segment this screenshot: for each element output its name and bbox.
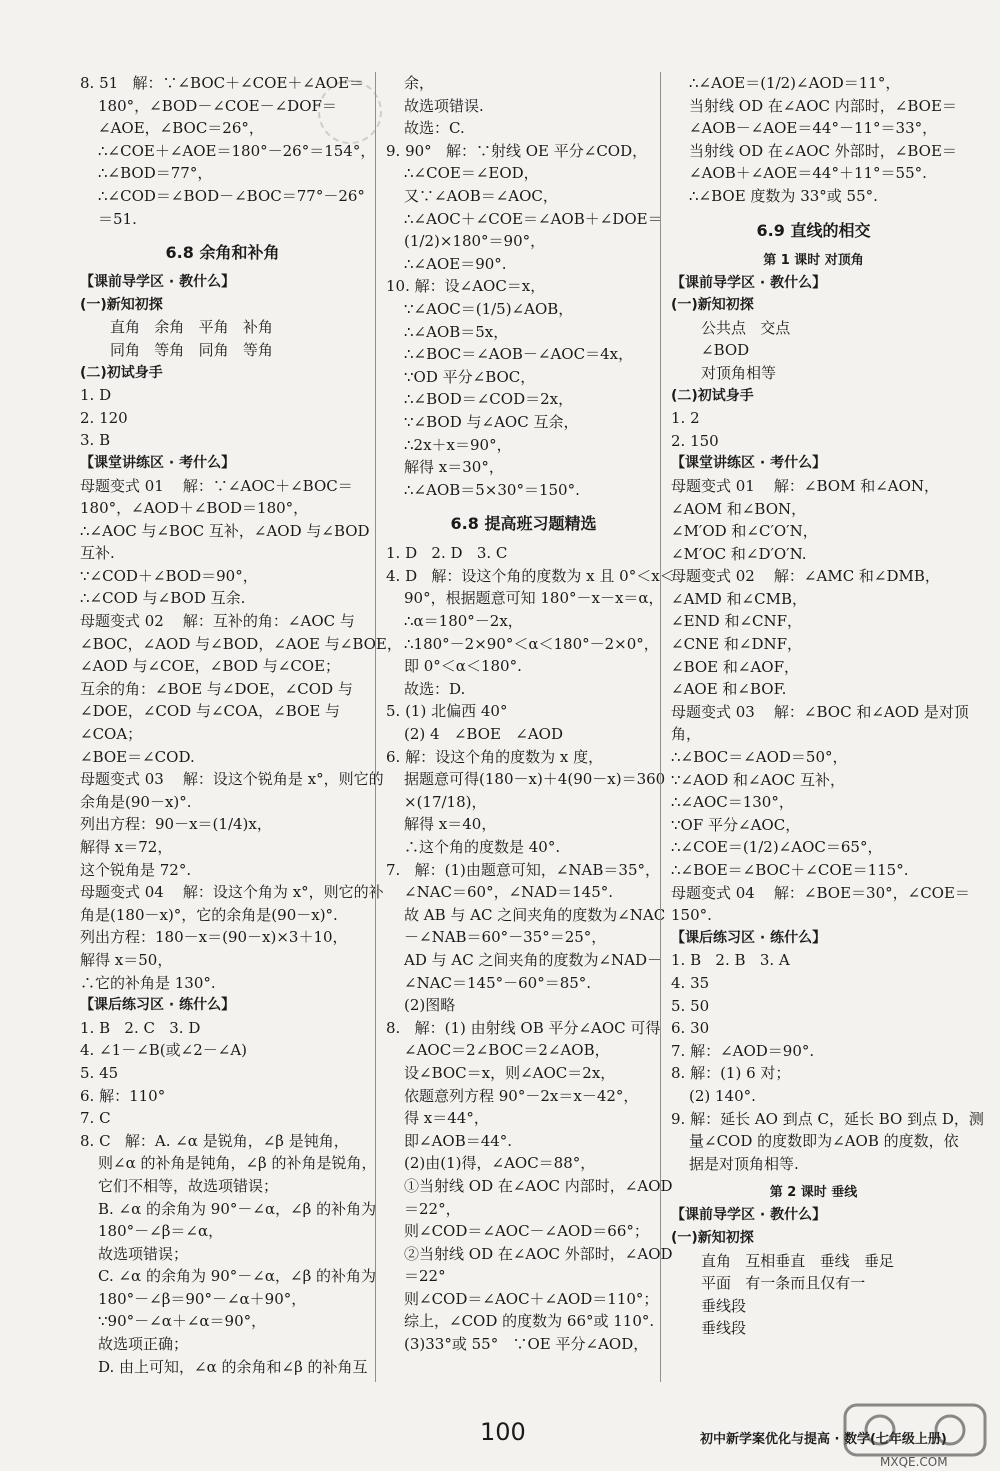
- section-header: (一)新知初探: [671, 1229, 754, 1246]
- answer-line: 量∠COD 的度数即为∠AOB 的度数，依: [689, 1132, 959, 1151]
- answer-line: ∴∠COE＋∠AOE＝180°－26°＝154°，: [98, 141, 376, 160]
- watermark-text: MXQE.COM: [880, 1455, 948, 1469]
- answer-line: 故选：D.: [404, 679, 466, 698]
- answer-line: 直角 互相垂直 垂线 垂足: [701, 1251, 894, 1270]
- answer-line: 6. 解：110°: [80, 1086, 166, 1105]
- answer-line: ∠AMD 和∠CMB，: [671, 589, 807, 608]
- answer-line: 据是对顶角相等.: [689, 1154, 799, 1173]
- answer-line: 180°，∠BOD－∠COE－∠DOF＝: [98, 96, 337, 115]
- answer-line: ∴∠BOE 度数为 33°或 55°.: [689, 186, 878, 205]
- answer-line: 故选项错误；: [98, 1244, 189, 1263]
- answer-line: 母题变式 01 解：∠BOM 和∠AON，: [671, 476, 940, 495]
- answer-line: 故选项正确；: [98, 1335, 189, 1354]
- section-header: 【课前导学区 · 教什么】: [671, 274, 827, 291]
- answer-line: ∠M′OC 和∠D′O′N.: [671, 544, 807, 563]
- answer-line: 综上，∠COD 的度数为 66°或 110°.: [404, 1312, 655, 1331]
- answer-line: ∴∠BOD＝77°，: [98, 164, 213, 183]
- section-header: 【课堂讲练区 · 考什么】: [671, 455, 827, 472]
- section-header: 【课后练习区 · 练什么】: [671, 929, 827, 946]
- section-header: 【课前导学区 · 教什么】: [671, 1207, 827, 1224]
- answer-line: 解得 x＝72，: [80, 838, 173, 856]
- section-header: (二)初试身手: [80, 364, 163, 381]
- answer-line: 即 0°＜α＜180°.: [404, 657, 522, 676]
- answer-line: ∵∠BOD 与∠AOC 互余，: [404, 412, 579, 431]
- answer-line: (2)图略: [404, 996, 456, 1015]
- answer-line: ∵OD 平分∠BOC，: [404, 367, 536, 386]
- answer-line: 180°，∠AOD＋∠BOD＝180°，: [80, 499, 309, 518]
- answer-line: ∴180°－2×90°＜α＜180°－2×0°，: [404, 634, 659, 653]
- section-header: 【课后练习区 · 练什么】: [80, 997, 236, 1014]
- answer-line: 余，: [404, 74, 435, 92]
- section-header: 【课堂讲练区 · 考什么】: [80, 454, 236, 471]
- book-title: 初中新学案优化与提高 · 数学(七年级上册): [700, 1432, 947, 1447]
- answer-line: 列出方程：180－x＝(90－x)×3＋10，: [80, 928, 348, 947]
- answer-line: 则∠COD＝∠AOC－∠AOD＝66°；: [404, 1222, 649, 1241]
- section-title: 6.9 直线的相交: [756, 220, 871, 240]
- answer-line: 角，: [671, 725, 702, 744]
- answer-line: ∵OF 平分∠AOC，: [671, 815, 801, 834]
- section-header: (一)新知初探: [80, 296, 163, 313]
- answer-line: 8. C 解：A. ∠α 是锐角，∠β 是钝角，: [80, 1131, 349, 1150]
- answer-line: ∠BOD: [701, 341, 750, 360]
- answer-line: 据题意可得(180－x)＋4(90－x)＝360: [404, 770, 666, 789]
- answer-line: 8. 51 解：∵∠BOC＋∠COE＋∠AOE＝: [80, 74, 365, 92]
- answer-line: 5. 45: [80, 1063, 119, 1082]
- answer-line: (3)33°或 55° ∵OE 平分∠AOD，: [404, 1335, 649, 1354]
- answer-line: 故选项错误.: [404, 96, 484, 115]
- answer-line: 8. 解：(1) 由射线 OB 平分∠AOC 可得: [386, 1018, 661, 1037]
- answer-line: 余角是(90－x)°.: [80, 792, 192, 811]
- answer-line: 这个锐角是 72°.: [80, 860, 192, 879]
- answer-line: 列出方程：90－x＝(1/4)x，: [80, 815, 272, 834]
- answer-line: 当射线 OD 在∠AOC 外部时，∠BOE＝: [689, 141, 957, 160]
- answer-line: ∵∠AOD 和∠AOC 互补，: [671, 770, 845, 789]
- answer-line: 互余的角：∠BOE 与∠DOE，∠COD 与: [80, 679, 353, 698]
- lesson-title: 第 1 课时 对顶角: [763, 252, 864, 268]
- answer-line: ＝22°: [404, 1267, 446, 1286]
- answer-line: ∴∠COD＝∠BOD－∠BOC＝77°－26°: [98, 186, 365, 205]
- answer-line: 4. 35: [671, 973, 710, 992]
- answer-line: 150°.: [671, 906, 712, 925]
- answer-line: 公共点 交点: [701, 318, 791, 337]
- answer-line: 母题变式 02 解：∠AMC 和∠DMB，: [671, 567, 940, 586]
- answer-line: 则∠COD＝∠AOC＋∠AOD＝110°；: [404, 1289, 659, 1308]
- answer-line: C. ∠α 的余角为 90°－∠α，∠β 的补角为: [98, 1267, 377, 1286]
- answer-line: 3. B: [80, 431, 111, 450]
- answer-line: ∴它的补角是 130°.: [80, 973, 216, 992]
- answer-line: ∴∠BOC＝∠AOD＝50°，: [671, 748, 848, 767]
- answer-line: (2) 4 ∠BOE ∠AOD: [404, 725, 564, 744]
- answer-line: ∠COA；: [80, 725, 143, 744]
- answer-line: ∴∠AOC＝130°，: [671, 793, 794, 812]
- answer-line: 母题变式 04 解：设这个角为 x°，则它的补: [80, 883, 384, 902]
- answer-line: 1. D 2. D 3. C: [386, 544, 508, 563]
- column-right: [660, 72, 984, 1382]
- answer-line: 互补.: [80, 544, 115, 563]
- page-number: 100: [480, 1418, 526, 1446]
- answer-line: ②当射线 OD 在∠AOC 外部时，∠AOD: [404, 1244, 673, 1263]
- answer-line: ∴2x＋x＝90°，: [404, 435, 512, 454]
- section-title: 6.8 提高班习题精选: [450, 514, 597, 534]
- answer-line: ∠DOE，∠COD 与∠COA，∠BOE 与: [80, 702, 341, 721]
- answer-line: ∠AOE 和∠BOF.: [671, 680, 787, 699]
- answer-line: AD 与 AC 之间夹角的度数为∠NAD－: [404, 950, 663, 969]
- answer-line: ＝22°，: [404, 1199, 461, 1218]
- answer-line: 6. 30: [671, 1019, 710, 1038]
- answer-line: 母题变式 01 解：∵∠AOC＋∠BOC＝: [80, 476, 353, 495]
- column-middle: [375, 72, 675, 1382]
- answer-line: 当射线 OD 在∠AOC 内部时，∠BOE＝: [689, 96, 957, 115]
- answer-line: ∠CNE 和∠DNF，: [671, 635, 803, 654]
- answer-line: 直角 余角 平角 补角: [110, 318, 273, 337]
- answer-line: ∴∠AOB＝5×30°＝150°.: [404, 480, 580, 499]
- answer-line: (1/2)×180°＝90°，: [404, 232, 546, 251]
- answer-line: 1. B 2. C 3. D: [80, 1018, 201, 1037]
- section-header: 【课前导学区 · 教什么】: [80, 274, 236, 291]
- answer-line: ∴∠AOC＋∠COE＝∠AOB＋∠DOE＝: [404, 209, 663, 228]
- answer-line: 角是(180－x)°，它的余角是(90－x)°.: [80, 905, 338, 924]
- answer-line: ∴∠AOB＝5x，: [404, 322, 509, 341]
- answer-line: 解得 x＝40，: [404, 815, 497, 834]
- answer-line: 5. 50: [671, 996, 710, 1015]
- answer-line: 母题变式 03 解：设这个锐角是 x°，则它的: [80, 770, 384, 789]
- answer-line: ∴∠BOC＝∠AOB－∠AOC＝4x，: [404, 345, 634, 364]
- answer-line: ∠AOB－∠AOE＝44°－11°＝33°，: [689, 119, 938, 138]
- answer-line: 母题变式 04 解：∠BOE＝30°，∠COE＝: [671, 883, 970, 902]
- answer-line: 母题变式 02 解：互补的角：∠AOC 与: [80, 612, 355, 631]
- answer-line: ①当射线 OD 在∠AOC 内部时，∠AOD: [404, 1176, 673, 1195]
- answer-line: 1. 2: [671, 409, 700, 428]
- answer-line: ∠NAC＝145°－60°＝85°.: [404, 973, 592, 992]
- answer-line: ∠AOM 和∠BON，: [671, 499, 807, 518]
- answer-line: ∴α＝180°－2x，: [404, 612, 523, 631]
- answer-line: 平面 有一条而且仅有一: [701, 1274, 866, 1293]
- section-header: (一)新知初探: [671, 297, 754, 314]
- answer-line: ∴∠BOE＝∠BOC＋∠COE＝115°.: [671, 861, 909, 879]
- answer-line: 9. 90° 解：∵射线 OE 平分∠COD，: [386, 141, 648, 160]
- answer-line: ∵∠AOC＝(1/5)∠AOB，: [404, 299, 574, 318]
- lesson-title: 第 2 课时 垂线: [769, 1185, 858, 1201]
- answer-line: ×(17/18)，: [404, 792, 487, 811]
- answer-line: 8. 解：(1) 6 对；: [671, 1064, 791, 1083]
- answer-line: D. 由上可知，∠α 的余角和∠β 的补角互: [98, 1357, 368, 1376]
- answer-line: 又∵∠AOB＝∠AOC，: [404, 186, 558, 205]
- answer-line: ∴∠BOD＝∠COD＝2x，: [404, 390, 574, 409]
- answer-line: 2. 150: [671, 431, 719, 450]
- answer-line: ∠BOE 和∠AOF，: [671, 657, 799, 676]
- section-title: 6.8 余角和补角: [165, 243, 280, 263]
- answer-line: ∴这个角的度数是 40°.: [404, 838, 561, 856]
- answer-line: ＝51.: [98, 209, 137, 228]
- answer-line: 6. 解：设这个角的度数为 x 度，: [386, 747, 604, 766]
- answer-line: 90°，根据题意可知 180°－x－x＝α，: [404, 589, 664, 608]
- answer-line: 同角 等角 同角 等角: [110, 340, 273, 359]
- answer-line: ∴∠AOE＝(1/2)∠AOD＝11°，: [689, 74, 901, 92]
- answer-line: 故选：C.: [404, 119, 465, 138]
- answer-line: 9. 解：延长 AO 到点 C，延长 BO 到点 D，测: [671, 1109, 984, 1128]
- answer-line: 4. D 解：设这个角的度数为 x 且 0°＜x＜: [386, 566, 675, 585]
- answer-line: ∠AOC＝2∠BOC＝2∠AOB，: [404, 1041, 610, 1060]
- answer-line: ∠BOE＝∠COD.: [80, 747, 195, 766]
- answer-line: ∠M′OD 和∠C′O′N，: [671, 522, 818, 541]
- answer-line: 故 AB 与 AC 之间夹角的度数为∠NAC: [404, 905, 666, 924]
- answer-line: ∴∠COE＝∠EOD，: [404, 164, 539, 183]
- answer-line: 垂线段: [701, 1296, 747, 1315]
- answer-line: 即∠AOB＝44°.: [404, 1131, 513, 1150]
- section-header: (二)初试身手: [671, 387, 754, 404]
- answer-line: ∵90°－∠α＋∠α＝90°，: [98, 1312, 267, 1331]
- answer-line: 180°－∠β＝90°－∠α＋90°，: [98, 1289, 307, 1308]
- answer-line: (2)由(1)得，∠AOC＝88°，: [404, 1154, 596, 1173]
- answer-line: ∠AOD 与∠COE，∠BOD 与∠COE；: [80, 657, 341, 676]
- answer-line: 设∠BOC＝x，则∠AOC＝2x，: [404, 1063, 616, 1082]
- answer-line: 得 x＝44°，: [404, 1109, 489, 1128]
- answer-line: 解得 x＝50，: [80, 950, 173, 969]
- answer-line: ∠BOC，∠AOD 与∠BOD，∠AOE 与∠BOE，: [80, 634, 402, 653]
- answer-line: 5. (1) 北偏西 40°: [386, 702, 508, 721]
- answer-line: 则∠α 的补角是钝角，∠β 的补角是锐角，: [98, 1154, 377, 1173]
- answer-line: 对顶角相等: [701, 363, 777, 382]
- answer-line: ∴∠AOE＝90°.: [404, 254, 507, 273]
- answer-line: 4. ∠1－∠B(或∠2－∠A): [80, 1041, 247, 1060]
- answer-line: 依题意列方程 90°－2x＝x－42°，: [404, 1086, 639, 1105]
- answer-line: ∴∠COD 与∠BOD 互余.: [80, 589, 246, 608]
- answer-line: 180°－∠β＝∠α，: [98, 1222, 224, 1241]
- answer-line: 母题变式 03 解：∠BOC 和∠AOD 是对顶: [671, 702, 969, 721]
- answer-line: ∴∠AOC 与∠BOC 互补，∠AOD 与∠BOD: [80, 521, 370, 540]
- answer-line: ∴∠COE＝(1/2)∠AOC＝65°，: [671, 838, 883, 857]
- answer-line: 1. D: [80, 386, 112, 405]
- answer-line: 7. 解：(1)由题意可知，∠NAB＝35°，: [386, 860, 661, 879]
- answer-line: 7. 解：∠AOD＝90°.: [671, 1041, 815, 1060]
- answer-line: 1. B 2. B 3. A: [671, 951, 790, 970]
- answer-line: －∠NAB＝60°－35°＝25°，: [404, 928, 607, 947]
- answer-line: 垂线段: [701, 1319, 747, 1338]
- answer-line: B. ∠α 的余角为 90°－∠α，∠β 的补角为: [98, 1199, 377, 1218]
- answer-line: 2. 120: [80, 408, 128, 427]
- answer-line: 解得 x＝30°，: [404, 458, 504, 477]
- answer-line: ∠END 和∠CNF，: [671, 612, 803, 631]
- answer-line: ∠NAC＝60°，∠NAD＝145°.: [404, 883, 614, 902]
- answer-line: 10. 解：设∠AOC＝x，: [386, 277, 546, 296]
- answer-line: ∵∠COD＋∠BOD＝90°，: [80, 566, 258, 585]
- answer-line: 它们不相等，故选项错误；: [98, 1176, 279, 1195]
- answer-line: (2) 140°.: [689, 1086, 756, 1105]
- answer-line: ∠AOB＋∠AOE＝44°＋11°＝55°.: [689, 164, 927, 183]
- column-left: [80, 72, 402, 1378]
- answer-line: 7. C: [80, 1109, 111, 1128]
- answer-line: ∠AOE，∠BOC＝26°，: [98, 119, 264, 138]
